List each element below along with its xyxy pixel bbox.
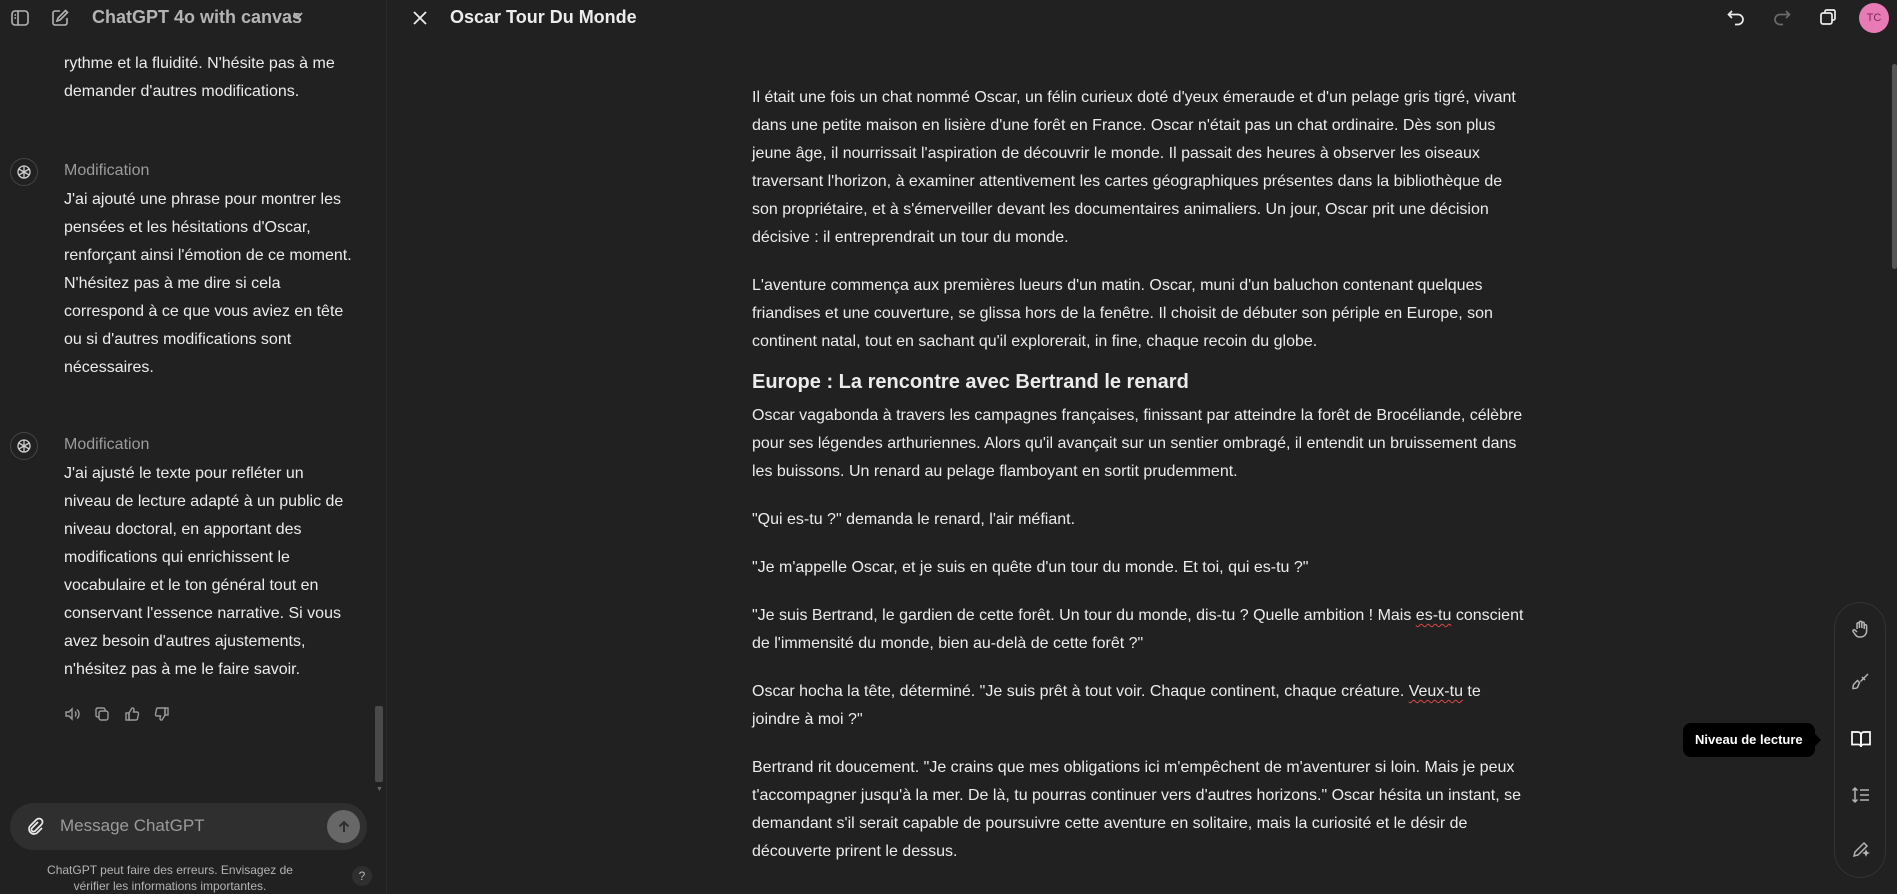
paragraph: Il était une fois un chat nommé Oscar, un félin curieux doté d'yeux émeraude et d'un pelage gris tigré, vivant dans une petite maison en lisière d'une forêt en France. Oscar n'était pas un chat ordinaire. Dès son plus jeune âge, il nourrissait l'aspiration de découvrir le monde. Il passait des heures à observer les oiseaux traversant l'horizon, à examiner attentivement les cartes géographiques présentes dans la bibliothèque de son propriétaire, et à s'émerveiller devant les documentaires animaliers. Un jour, Oscar prit une décision décisive : il entreprendrait un tour du monde. [752, 89, 1516, 246]
text-run: conscient de l'immensité du monde, bien au-delà de cette forêt ?" [752, 607, 1524, 652]
close-icon[interactable] [408, 6, 432, 30]
document-title: Oscar Tour Du Monde [450, 7, 637, 27]
message-title: Modification [64, 162, 150, 179]
chat-scrollbar[interactable] [375, 706, 383, 782]
openai-logo-icon [10, 432, 38, 460]
section-heading: Europe : La rencontre avec Bertrand le renard [752, 371, 1189, 393]
spellcheck-word[interactable]: Veux-tu [1408, 683, 1463, 700]
book-icon[interactable] [1847, 725, 1875, 753]
paragraph: L'aventure commença aux premières lueurs d'un matin. Oscar, muni d'un baluchon contenant quelques friandises et une couverture, se glissa hors de la fenêtre. Il choisit de débuter son périple en Europe, son continent natal, tout en sachant qu'il explorerait, in fine, chaque recoin du globe. [752, 277, 1493, 350]
help-button[interactable]: ? [352, 866, 372, 886]
message-composer [10, 803, 367, 850]
chat-header [0, 0, 387, 36]
pen-sparkle-icon[interactable] [1847, 835, 1875, 863]
paragraph: Oscar vagabonda à travers les campagnes françaises, finissant par atteindre la forêt de Brocéliande, célèbre pour ses légendes arthuriennes. Alors qu'il avançait sur un sentier ombragé, il entendit un bruissement dans les buissons. Un renard au pelage flamboyant en sortit prudemment. [752, 407, 1523, 480]
undo-icon[interactable] [1724, 5, 1748, 29]
model-title[interactable]: ChatGPT 4o with canvas [92, 7, 303, 27]
message-text: J'ai ajouté une phrase pour montrer les pensées et les hésitations d'Oscar, renforçant ainsi l'émotion de ce moment. N'hésitez pas à me dire si cela correspond à ce que vous aviez en tête ou si d'autres modifications sont nécessaires. [64, 191, 352, 376]
thumbs-down-icon[interactable] [154, 706, 170, 722]
openai-logo-icon [10, 158, 38, 186]
emoji-hand-icon[interactable] [1847, 615, 1875, 643]
disclaimer-text: ChatGPT peut faire des erreurs. Envisagez de vérifier les informations importantes. [47, 863, 293, 893]
paragraph [752, 678, 1532, 734]
edit-tools-toolbar [1834, 602, 1886, 878]
paragraph: "Je m'appelle Oscar, et je suis en quête d'un tour du monde. Et toi, qui es-tu ?" [752, 559, 1309, 576]
paragraph [752, 602, 1532, 658]
thumbs-up-icon[interactable] [124, 706, 140, 722]
text-run: Oscar hocha la tête, déterminé. "Je suis prêt à tout voir. Chaque continent, chaque créature. [752, 683, 1409, 700]
speaker-icon[interactable] [64, 706, 80, 722]
length-icon[interactable] [1847, 781, 1875, 809]
message-input[interactable] [60, 813, 320, 839]
chevron-down-icon[interactable] [292, 9, 304, 24]
sidebar-icon[interactable] [8, 6, 32, 30]
partial-message: rythme et la fluidité. N'hésite pas à me demander d'autres modifications. [64, 55, 335, 100]
tooltip: Niveau de lecture [1683, 723, 1815, 757]
chat-panel [0, 0, 387, 894]
message-text: J'ai ajusté le texte pour refléter un niveau de lecture adapté à un public de niveau doctoral, en apportant des modifications qui enrichissent le vocabulaire et le ton général tout en conservant l'essence narrative. Si vous avez besoin d'autres ajustements, n'hésitez pas à me le faire savoir. [64, 465, 344, 678]
redo-icon[interactable] [1770, 5, 1794, 29]
document-body[interactable] [752, 84, 1532, 886]
spellcheck-word[interactable]: es-tu [1415, 607, 1452, 624]
send-button[interactable] [327, 810, 360, 843]
copy-icon[interactable] [94, 706, 110, 722]
paperclip-icon[interactable] [24, 815, 46, 837]
avatar[interactable]: TC [1859, 3, 1889, 33]
paragraph: "Qui es-tu ?" demanda le renard, l'air méfiant. [752, 511, 1076, 528]
canvas-scrollbar[interactable] [1892, 64, 1897, 269]
edit-icon[interactable] [48, 6, 72, 30]
versions-icon[interactable] [1816, 5, 1840, 29]
message-title: Modification [64, 436, 150, 453]
paragraph: Bertrand rit doucement. "Je crains que mes obligations ici m'empêchent de m'aventurer si loin. Mais je peux t'accompagner jusqu'à la mer. De là, tu pourras continuer vers d'autres horizons." Oscar hésita un instant, se demandant s'il serait capable de poursuivre cette aventure en solitaire, mais la curiosité et le désir de découverte prirent le dessus. [752, 759, 1522, 860]
text-run: te joindre à moi ?" [752, 683, 1481, 728]
message-actions [64, 706, 170, 722]
chat-history[interactable] [0, 46, 375, 790]
canvas-panel [388, 0, 1897, 894]
paint-brush-icon[interactable] [1847, 667, 1875, 695]
text-run: "Je suis Bertrand, le gardien de cette forêt. Un tour du monde, dis-tu ? Quelle ambition ! Mais [752, 607, 1416, 624]
scroll-down-arrow-icon[interactable]: ▼ [376, 786, 383, 793]
